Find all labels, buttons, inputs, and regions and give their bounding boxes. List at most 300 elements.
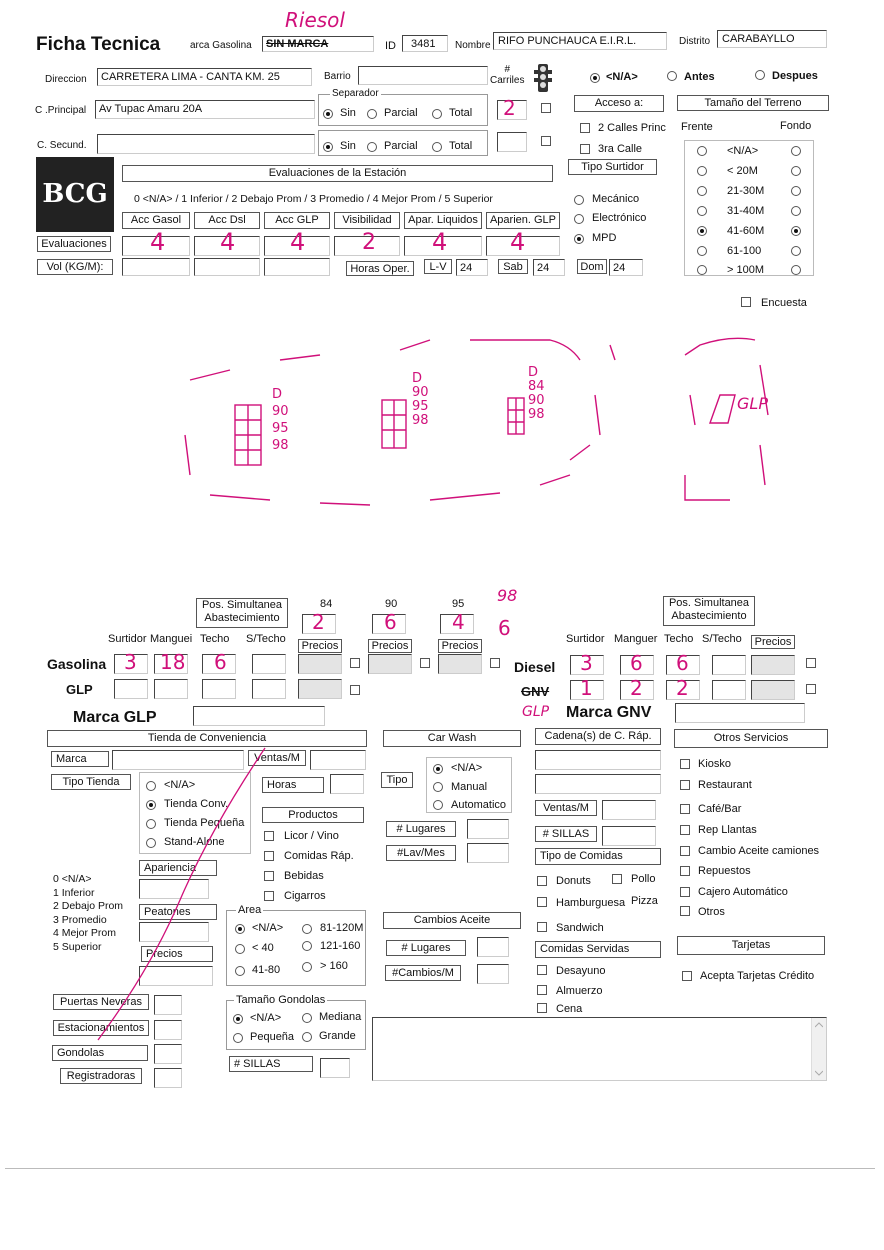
id-value: 3481: [411, 38, 436, 50]
scroll-up-icon[interactable]: [815, 1022, 823, 1028]
servicio-label: Repuestos: [698, 865, 751, 877]
scale-item: 0 <N/A>: [53, 873, 92, 885]
sab-field[interactable]: [533, 259, 565, 276]
sab-label: Sab: [498, 259, 528, 274]
diesel-label: Diesel: [514, 659, 556, 675]
id-label: ID: [385, 40, 396, 52]
surtidor-electronico-radio[interactable]: [574, 214, 584, 224]
sketch-label: 98: [272, 438, 289, 453]
fondo-20-radio[interactable]: [791, 166, 801, 176]
eval-hw: 4: [510, 228, 526, 256]
marca-gasolina-label: arca Gasolina: [190, 40, 252, 51]
eval-col-acc-glp: Acc GLP: [264, 212, 330, 229]
fondo-na-radio[interactable]: [791, 146, 801, 156]
servicio-label: Kiosko: [698, 758, 732, 770]
carwash-na-radio[interactable]: [433, 764, 443, 774]
horas-oper-label: Horas Oper.: [346, 261, 414, 276]
timing-despues-radio[interactable]: [755, 70, 765, 80]
carwash-tipo-label: Tipo: [381, 772, 413, 788]
lv-field[interactable]: [456, 259, 488, 276]
cambio-aceite-camiones-check[interactable]: [680, 846, 690, 856]
separador2-total-radio[interactable]: [432, 142, 442, 152]
peatones-label: Peatones: [139, 904, 217, 920]
eval-col-acc-gasol: Acc Gasol: [122, 212, 190, 229]
terreno-frente-label: Frente: [681, 121, 713, 133]
repuestos-check[interactable]: [680, 866, 690, 876]
octano-90: 90: [385, 598, 398, 610]
carwash-lugares-label: # Lugares: [386, 821, 456, 837]
timing-na-label: <N/A>: [606, 71, 638, 83]
servicio-label: Cambio Aceite camiones: [698, 845, 820, 857]
gasolina-90-check[interactable]: [420, 658, 430, 668]
gnv-hw: 1: [580, 676, 593, 700]
gasolina-precio-95-field[interactable]: [438, 654, 482, 674]
nombre-label: Nombre: [455, 40, 491, 51]
nombre-value: RIFO PUNCHAUCA E.I.R.L.: [498, 35, 637, 47]
scroll-down-icon[interactable]: [815, 1070, 823, 1076]
carriles-principal-hw: 2: [503, 96, 516, 120]
sketch-label: 90: [528, 393, 545, 408]
diesel-hw: 6: [630, 651, 643, 675]
area-opt-label: <N/A>: [252, 922, 284, 934]
gasolina-pos-simultanea: Pos. Simultanea Abastecimiento: [196, 598, 288, 628]
direccion-field[interactable]: [97, 68, 312, 86]
precios-tienda-label: Precios: [141, 946, 213, 962]
gasolina-label: Gasolina: [47, 656, 107, 672]
cadena-sillas-label: # SILLAS: [535, 826, 597, 842]
servicio-label: Restaurant: [698, 779, 752, 791]
encuesta-label: Encuesta: [761, 297, 807, 309]
acceso-3calle-label: 3ra Calle: [598, 143, 643, 155]
tipo-surtidor-header: Tipo Surtidor: [568, 159, 657, 175]
dom-value: 24: [613, 262, 626, 274]
tienda-tipo-label: Tienda Pequeña: [164, 817, 245, 829]
sketch-label: 90: [412, 385, 429, 400]
gnv-glp-hw: GLP: [522, 704, 550, 720]
desayuno-check[interactable]: [537, 965, 547, 975]
almuerzo-check[interactable]: [537, 985, 547, 995]
horas-label: Horas: [262, 777, 324, 793]
cambios-header: Cambios Aceite: [383, 912, 521, 929]
donuts-check[interactable]: [537, 876, 547, 886]
otros-header: Otros Servicios: [674, 729, 828, 748]
diesel-col-techo: Techo: [664, 633, 694, 645]
surtidor-mecanico-radio[interactable]: [574, 195, 584, 205]
comments-scrollbar[interactable]: [811, 1018, 826, 1080]
cafe-bar-check[interactable]: [680, 804, 690, 814]
carriles-secund-check[interactable]: [541, 136, 551, 146]
octano-84: 84: [320, 598, 333, 610]
evaluaciones-scale: 0 <N/A> / 1 Inferior / 2 Debajo Prom / 3 Promedio / 4 Mejor Prom / 5 Superior: [134, 193, 493, 205]
scale-item: 2 Debajo Prom: [53, 900, 124, 912]
pos-hw: 6: [384, 610, 397, 634]
apariencia-label: Apariencia: [139, 860, 217, 876]
eval-hw: 4: [150, 228, 166, 256]
gnv-hw: 2: [676, 676, 689, 700]
barrio-field[interactable]: [358, 66, 488, 85]
eval-hw: 2: [362, 230, 376, 255]
frente-na-radio[interactable]: [697, 146, 707, 156]
eval-col-apar-liquidos: Apar. Liquidos: [404, 212, 482, 229]
eval-hw: 4: [432, 228, 448, 256]
dom-label: Dom: [577, 259, 607, 274]
hamburguesa-check[interactable]: [537, 897, 547, 907]
distrito-value: CARABAYLLO: [722, 33, 795, 45]
marca-gasolina-value: SIN MARCA: [266, 38, 329, 50]
acepta-tarjetas-label: Acepta Tarjetas Crédito: [700, 970, 815, 982]
comida-label: Pizza: [631, 895, 658, 907]
col-manguera: Manguei: [150, 633, 193, 645]
pos-hw: 4: [452, 610, 465, 634]
cambios-m-label: #Cambios/M: [385, 965, 461, 981]
producto-label: Comidas Ráp.: [284, 850, 354, 862]
fondo-gt100-radio[interactable]: [791, 265, 801, 275]
cadena-sillas-field[interactable]: [602, 826, 656, 846]
distrito-label: Distrito: [679, 36, 711, 47]
gond-opt-label: Grande: [319, 1030, 356, 1042]
carwash-opt-label: Manual: [451, 781, 488, 793]
lv-label: L-V: [424, 259, 452, 274]
servicio-label: Otros: [698, 906, 725, 918]
terreno-fondo-label: Fondo: [780, 120, 812, 132]
tienda-tipo-label: Tienda Conv.: [164, 798, 229, 810]
carwash-opt-label: Automatico: [451, 799, 507, 811]
cadena-header: Cadena(s) de C. Ráp.: [535, 728, 661, 745]
tipo-comidas-header: Tipo de Comidas: [535, 848, 661, 865]
col-stecho: S/Techo: [246, 633, 286, 645]
terreno-size-label: 21-30M: [727, 185, 765, 197]
cadena-ventas-label: Ventas/M: [535, 800, 597, 816]
terreno-header: Tamaño del Terreno: [677, 95, 829, 111]
site-sketch: [170, 325, 790, 515]
tienda-marca-label: Marca: [51, 751, 109, 767]
cadena-field-2[interactable]: [535, 774, 661, 794]
fondo-60-radio[interactable]: [791, 226, 801, 236]
separador2-sin-radio[interactable]: [323, 142, 333, 152]
fondo-100-radio[interactable]: [791, 246, 801, 256]
carwash-manual-radio[interactable]: [433, 782, 443, 792]
separador-sin-label: Sin: [340, 107, 356, 119]
surtidor-mpd-label: MPD: [592, 232, 617, 244]
handwritten-marca: Riesol: [285, 8, 345, 32]
sketch-label: 90: [272, 404, 289, 419]
encuesta-check[interactable]: [741, 297, 751, 307]
marca-gasolina-field[interactable]: [262, 36, 374, 52]
diesel-stecho-field[interactable]: [712, 655, 746, 675]
tienda-sillas-field[interactable]: [320, 1058, 350, 1078]
carriles-principal-check[interactable]: [541, 103, 551, 113]
gnv-precio-field[interactable]: [751, 680, 795, 700]
servicio-label: Café/Bar: [698, 803, 742, 815]
carriles-label: # Carriles: [490, 64, 525, 86]
carwash-lugares-field[interactable]: [467, 819, 509, 839]
gasolina-precio-90-field[interactable]: [368, 654, 412, 674]
registradoras-label: Registradoras: [60, 1068, 142, 1084]
servida-label: Cena: [556, 1003, 583, 1015]
principal-field[interactable]: [95, 100, 315, 119]
pos-hw: 6: [498, 616, 511, 640]
cadena-field-1[interactable]: [535, 750, 661, 770]
comments-textarea[interactable]: [372, 1017, 827, 1081]
area-160-radio[interactable]: [302, 941, 312, 951]
area-opt-label: < 40: [252, 942, 274, 954]
terreno-size-label: <N/A>: [727, 145, 759, 157]
glp-manguera-field[interactable]: [154, 679, 188, 699]
gond-opt-label: <N/A>: [250, 1012, 282, 1024]
sketch-pump3: [528, 366, 545, 422]
area-opt-label: 41-80: [252, 964, 281, 976]
timing-antes-label: Antes: [684, 71, 715, 83]
gnv-check[interactable]: [806, 684, 816, 694]
pos-hw: 2: [312, 610, 325, 634]
glp-label: GLP: [66, 682, 93, 697]
timing-antes-radio[interactable]: [667, 71, 677, 81]
gond-mediana-radio[interactable]: [302, 1013, 312, 1023]
carwash-auto-radio[interactable]: [433, 800, 443, 810]
scale-item: 3 Promedio: [53, 913, 107, 926]
sandwich-check[interactable]: [537, 922, 547, 932]
distrito-field[interactable]: [717, 30, 827, 48]
cambios-lugares-field[interactable]: [477, 937, 509, 957]
glp-precio-field[interactable]: [298, 679, 342, 699]
producto-label: Licor / Vino: [284, 830, 339, 842]
direccion-value: CARRETERA LIMA - CANTA KM. 25: [101, 71, 280, 83]
sketch-label: D: [272, 387, 283, 402]
fondo-30-radio[interactable]: [791, 186, 801, 196]
eval-hw: 4: [290, 228, 306, 256]
vol-field-1[interactable]: [122, 258, 190, 276]
vol-field-2[interactable]: [194, 258, 260, 276]
separador-sin-radio[interactable]: [323, 109, 333, 119]
page-divider: [5, 1168, 875, 1169]
glp-stecho-field[interactable]: [252, 679, 286, 699]
area-120-radio[interactable]: [302, 924, 312, 934]
gond-grande-radio[interactable]: [302, 1032, 312, 1042]
precios-95-label: Precios: [438, 639, 482, 653]
gasolina-hw: 6: [214, 650, 227, 674]
principal-value: Av Tupac Amaru 20A: [99, 103, 203, 115]
gond-opt-label: Mediana: [319, 1011, 362, 1023]
registradoras-field[interactable]: [154, 1068, 182, 1088]
surtidor-mpd-radio[interactable]: [574, 234, 584, 244]
glp-techo-field[interactable]: [202, 679, 236, 699]
acceso-2calles-check[interactable]: [580, 123, 590, 133]
area-opt-label: 81-120M: [320, 922, 364, 934]
kiosko-check[interactable]: [680, 759, 690, 769]
nombre-field[interactable]: [493, 32, 667, 50]
lv-value: 24: [460, 262, 473, 274]
diesel-pos-simultanea: Pos. Simultanea Abastecimiento: [663, 596, 755, 626]
comida-label: Donuts: [556, 875, 591, 887]
frente-60-radio[interactable]: [697, 226, 707, 236]
marca-gnv-field[interactable]: [675, 703, 805, 723]
gasolina-95-check[interactable]: [490, 658, 500, 668]
gasolina-precio-84-field[interactable]: [298, 654, 342, 674]
frente-30-radio[interactable]: [697, 186, 707, 196]
gondolas-label: Gondolas: [52, 1045, 148, 1061]
col-surtidor: Surtidor: [108, 633, 147, 645]
separador-total-label: Total: [449, 107, 473, 119]
diesel-precio-field[interactable]: [751, 655, 795, 675]
producto-label: Cigarros: [284, 890, 326, 902]
rep-llantas-check[interactable]: [680, 825, 690, 835]
acceso-header: Acceso a:: [574, 95, 664, 112]
horas-field[interactable]: [330, 774, 364, 794]
acepta-tarjetas-check[interactable]: [682, 971, 692, 981]
separador2-parcial-label: Parcial: [384, 140, 418, 152]
producto-label: Bebidas: [284, 870, 324, 882]
direccion-label: Direccion: [45, 74, 87, 85]
bcg-logo: BCG: [36, 157, 114, 232]
diesel-check[interactable]: [806, 658, 816, 668]
tienda-header: Tienda de Conveniencia: [47, 730, 367, 747]
comida-label: Pollo: [631, 873, 656, 885]
acceso-3calle-check[interactable]: [580, 144, 590, 154]
tienda-tipo-label: Stand-Alone: [164, 836, 225, 848]
frente-100-radio[interactable]: [697, 246, 707, 256]
principal-label: C .Principal: [35, 105, 87, 116]
gasolina-hw: 18: [160, 650, 186, 674]
diesel-col-surtidor: Surtidor: [566, 633, 605, 645]
area-gt160-radio[interactable]: [302, 962, 312, 972]
area-label: Area: [238, 904, 262, 916]
separador-label: Separador: [332, 88, 379, 99]
octano-95: 95: [452, 598, 465, 610]
productos-header: Productos: [262, 807, 364, 823]
sketch-label: 98: [412, 413, 429, 428]
comida-label: Hamburguesa: [556, 897, 626, 909]
servicio-label: Cajero Automático: [698, 886, 788, 898]
gondolas-size-label: Tamaño Gondolas: [236, 994, 326, 1006]
marca-glp-field[interactable]: [193, 706, 325, 726]
tienda-sillas-label: # SILLAS: [229, 1056, 313, 1072]
secund-label: C. Secund.: [37, 140, 87, 151]
servicio-label: Rep Llantas: [698, 824, 757, 836]
terreno-size-label: < 20M: [727, 165, 758, 177]
comida-label: Sandwich: [556, 922, 604, 934]
pollo-check[interactable]: [612, 874, 622, 884]
terreno-size-label: 61-100: [727, 245, 762, 257]
cadena-ventas-field[interactable]: [602, 800, 656, 820]
sketch-label: D: [412, 371, 423, 386]
tipo-tienda-label: Tipo Tienda: [51, 774, 131, 790]
eval-col-aparien-glp: Aparien. GLP: [486, 212, 560, 229]
vol-field-3[interactable]: [264, 258, 330, 276]
glp-check[interactable]: [350, 685, 360, 695]
acceso-2calles-label: 2 Calles Princ: [598, 122, 666, 134]
area-opt-label: 121-160: [320, 940, 361, 952]
evaluaciones-label: Evaluaciones: [37, 236, 111, 252]
frente-gt100-radio[interactable]: [697, 265, 707, 275]
marca-gnv-label: Marca GNV: [566, 704, 652, 721]
page-title: Ficha Tecnica: [36, 34, 161, 55]
eval-col-visibilidad: Visibilidad: [334, 212, 400, 229]
sketch-glp: GLP: [737, 394, 768, 413]
sketch-label: 95: [272, 421, 289, 436]
octano-98-hw: 98: [497, 586, 518, 605]
sketch-pump1: [272, 386, 289, 454]
surtidor-electronico-label: Electrónico: [592, 212, 647, 224]
tienda-tipo-label: <N/A>: [164, 779, 196, 791]
surtidor-mecanico-label: Mecánico: [592, 193, 640, 205]
tienda-ventas-label: Ventas/M: [248, 750, 306, 766]
gasolina-hw: 3: [124, 650, 137, 674]
gnv-label: GNV: [521, 684, 550, 699]
tienda-strike-line: [90, 740, 280, 1050]
separador2-parcial-radio[interactable]: [367, 142, 377, 152]
eval-col-acc-dsl: Acc Dsl: [194, 212, 260, 229]
secund-field[interactable]: [97, 134, 315, 154]
cambios-lugares-label: # Lugares: [386, 940, 466, 956]
sketch-label: D: [528, 365, 539, 380]
diesel-col-stecho: S/Techo: [702, 633, 742, 645]
gasolina-stecho-field[interactable]: [252, 654, 286, 674]
servida-label: Desayuno: [556, 965, 606, 977]
sketch-label: 98: [528, 407, 545, 422]
timing-na-radio[interactable]: [590, 73, 600, 83]
traffic-light-icon: [532, 64, 554, 94]
sketch-pump2: [412, 372, 429, 428]
evaluaciones-header: Evaluaciones de la Estación: [122, 165, 553, 182]
otros-check[interactable]: [680, 906, 690, 916]
servida-label: Almuerzo: [556, 985, 603, 997]
frente-40-radio[interactable]: [697, 206, 707, 216]
gond-opt-label: Pequeña: [250, 1031, 295, 1043]
carwash-opt-label: <N/A>: [451, 762, 483, 774]
barrio-label: Barrio: [324, 71, 351, 82]
timing-despues-label: Despues: [772, 70, 818, 82]
fondo-40-radio[interactable]: [791, 206, 801, 216]
sab-value: 24: [537, 262, 550, 274]
frente-20-radio[interactable]: [697, 166, 707, 176]
terreno-size-label: 31-40M: [727, 205, 765, 217]
restaurant-check[interactable]: [680, 780, 690, 790]
carwash-lav-field[interactable]: [467, 843, 509, 863]
diesel-precios-label: Precios: [751, 635, 795, 649]
marca-glp-label: Marca GLP: [73, 709, 157, 726]
area-opt-label: > 160: [320, 960, 348, 972]
dom-field[interactable]: [609, 259, 643, 276]
carriles-secund-field[interactable]: [497, 132, 527, 152]
vol-label: Vol (KG/M):: [37, 259, 113, 275]
id-field[interactable]: [402, 35, 448, 52]
glp-surtidor-field[interactable]: [114, 679, 148, 699]
cambios-m-field[interactable]: [477, 964, 509, 984]
carwash-lav-label: #Lav/Mes: [386, 845, 456, 861]
diesel-hw: 3: [580, 651, 593, 675]
precios-90-label: Precios: [368, 639, 412, 653]
puertas-neveras-label: Puertas Neveras: [53, 994, 149, 1010]
eval-hw: 4: [220, 228, 236, 256]
gasolina-84-check[interactable]: [350, 658, 360, 668]
precios-84-label: Precios: [298, 639, 342, 653]
gnv-stecho-field[interactable]: [712, 680, 746, 700]
separador-parcial-radio[interactable]: [367, 109, 377, 119]
terreno-size-label: 41-60M: [727, 225, 765, 237]
separador-total-radio[interactable]: [432, 109, 442, 119]
separador2-sin-label: Sin: [340, 140, 356, 152]
sketch-label: 84: [528, 379, 545, 394]
cena-check[interactable]: [537, 1003, 547, 1013]
cajero-check[interactable]: [680, 887, 690, 897]
separador2-total-label: Total: [449, 140, 473, 152]
scale-item: 1 Inferior: [53, 886, 95, 899]
diesel-col-manguera: Manguer: [614, 633, 658, 645]
separador-parcial-label: Parcial: [384, 107, 418, 119]
gnv-hw: 2: [630, 676, 643, 700]
tienda-ventas-field[interactable]: [310, 750, 366, 770]
comidas-servidas-header: Comidas Servidas: [535, 941, 661, 958]
